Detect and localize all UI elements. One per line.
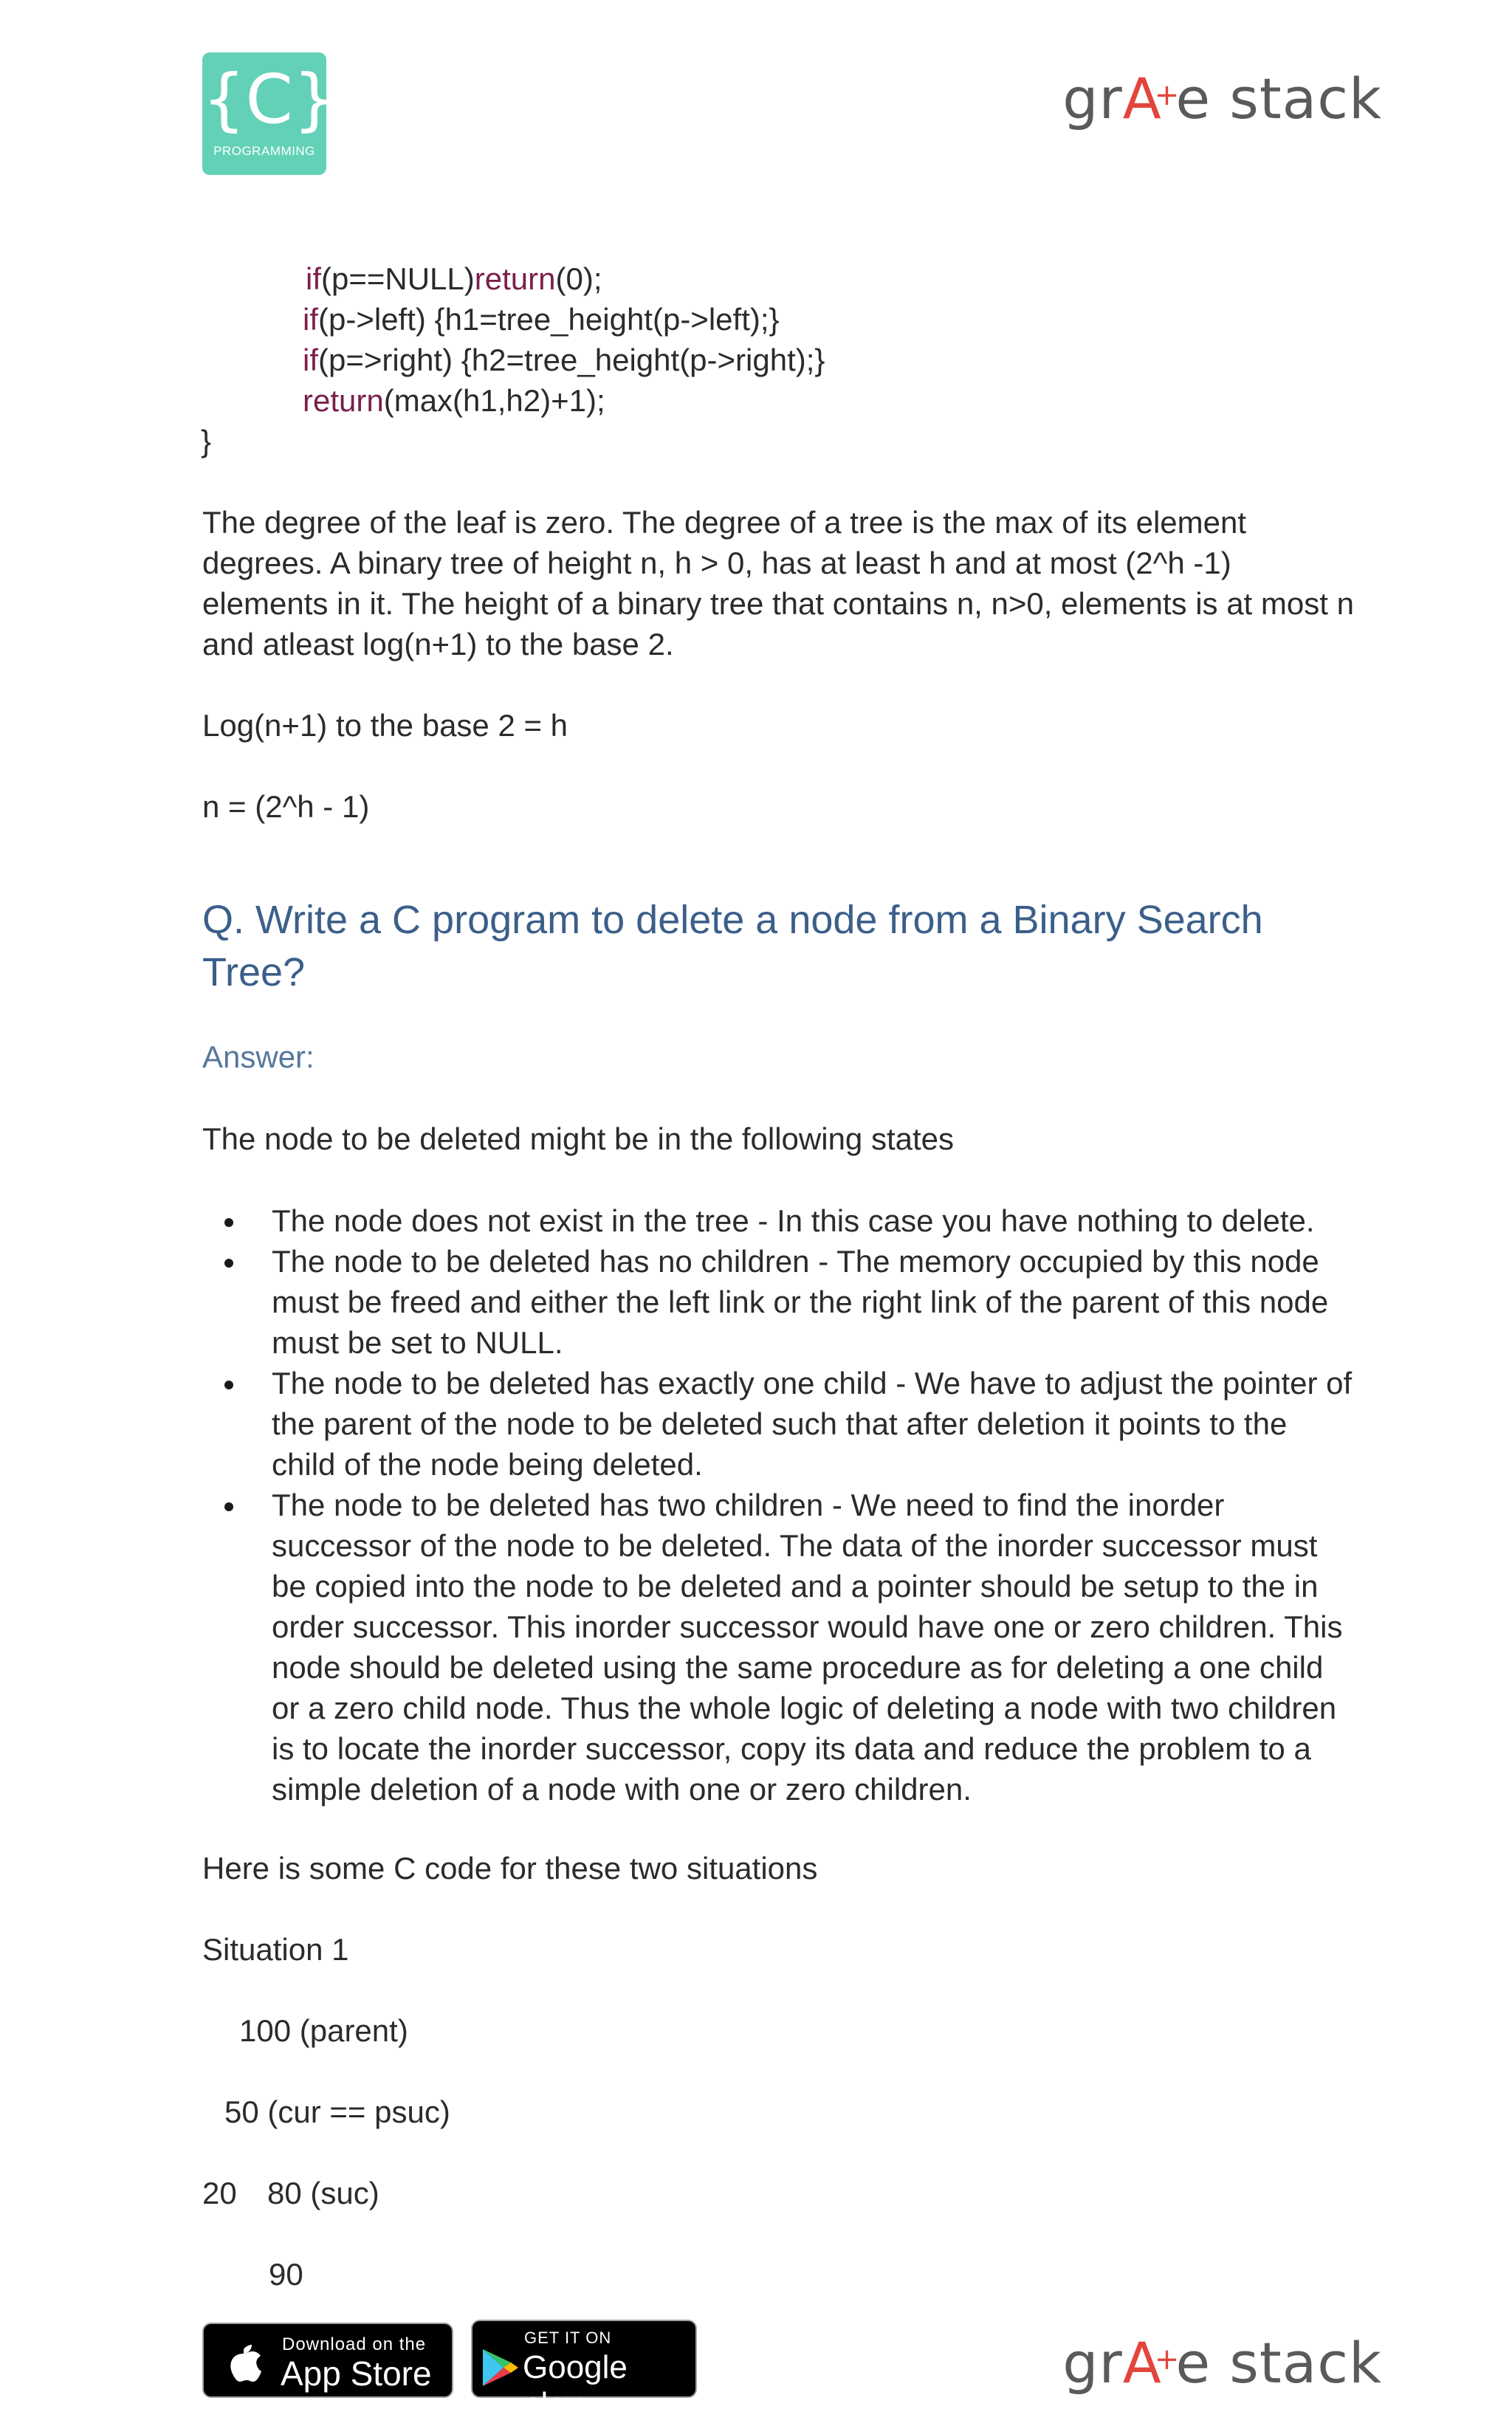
- brand-part1: gr: [1062, 2330, 1123, 2396]
- gradestack-logo-top: [1062, 66, 1382, 131]
- code-keyword: if: [303, 343, 318, 377]
- intro-text: The node to be deleted might be in the following states: [202, 1121, 955, 1156]
- code-line-4: [303, 380, 605, 421]
- google-play-badge[interactable]: [471, 2320, 697, 2422]
- log-formula: Log(n+1) to the base 2 = h: [202, 708, 568, 743]
- answer-label: Answer:: [202, 1039, 315, 1074]
- list-item-text: The node to be deleted has exactly one child - We have to adjust the pointer of the parent of the node to be deleted such that after deletion it points to the child of the node being deleted.: [272, 1366, 1353, 1482]
- apple-icon: [224, 2337, 263, 2383]
- code-text: (p=>right) {h2=tree_height(p->right);}: [318, 343, 825, 377]
- brand-part1: gr: [1062, 66, 1123, 131]
- situation-label: Situation 1: [202, 1932, 349, 1967]
- code-closing-brace: }: [201, 424, 212, 458]
- code-text: (p==NULL): [321, 261, 475, 296]
- bullet-icon: [224, 1502, 233, 1511]
- app-store-badge[interactable]: [202, 2323, 453, 2398]
- brand-a: A: [1122, 66, 1162, 131]
- list-item: [202, 1485, 1354, 1809]
- code-text: (0);: [555, 261, 602, 296]
- tree-cur-node: 50 (cur == psuc): [224, 2094, 450, 2129]
- tree-leaf-node: 90: [269, 2257, 303, 2292]
- code-line-1: [306, 258, 602, 299]
- list-item-text: The node to be deleted has two children - We need to find the inorder successor of the node to be deleted. The data of the inorder successor must be copied into the node to be deleted and a pointer should be setup to the in order successor. This inorder successor would have one or zero children. This node should be deleted using the same procedure as for deleting a one child or a zero child node. Thus the whole logic of deleting a node with two children is to locate the inorder successor, copy its data and reduce the problem to a simple deletion of a node with one or zero children.: [272, 1488, 1343, 1807]
- states-list: [202, 1200, 1354, 1809]
- c-programming-logo: [202, 52, 337, 175]
- code-keyword: if: [303, 302, 318, 337]
- tree-left-node: 20: [202, 2176, 237, 2210]
- list-item-text: The node does not exist in the tree - In this case you have nothing to delete.: [272, 1203, 1315, 1238]
- google-play-icon: [481, 2348, 520, 2388]
- bullet-icon: [224, 1218, 233, 1227]
- list-item: [202, 1363, 1354, 1485]
- n-formula: n = (2^h - 1): [202, 789, 370, 824]
- c-logo-subtitle: PROGRAMMING: [213, 144, 315, 158]
- app-store-small-text: Download on the: [282, 2334, 427, 2354]
- bullet-icon: [224, 1259, 233, 1268]
- google-play-small-text: GET IT ON: [524, 2329, 612, 2347]
- list-item: [202, 1200, 1354, 1241]
- brand-plus-icon: +: [1154, 2343, 1181, 2376]
- list-item-text: The node to be deleted has no children - The memory occupied by this node must be freed and either the left link or the right link of the parent of this node must be set to NULL.: [272, 1244, 1329, 1360]
- tree-suc-node: 80 (suc): [267, 2176, 379, 2210]
- tree-parent-node: 100 (parent): [239, 2013, 408, 2048]
- gradestack-logo-bottom: [1062, 2330, 1382, 2396]
- google-play-big-text: Google play: [523, 2349, 628, 2422]
- c-logo-mark: {C}: [202, 60, 337, 139]
- app-store-big-text: App Store: [281, 2354, 432, 2393]
- code-keyword: return: [474, 261, 556, 296]
- code-text: (max(h1,h2)+1);: [383, 383, 605, 418]
- brand-a: A: [1122, 2330, 1162, 2396]
- code-text: (p->left) {h1=tree_height(p->left);}: [318, 302, 780, 337]
- bullet-icon: [224, 1381, 233, 1389]
- code-line-2: [303, 299, 780, 340]
- code-intro-text: Here is some C code for these two situations: [202, 1851, 818, 1886]
- brand-plus-icon: +: [1154, 78, 1181, 112]
- code-keyword: if: [306, 261, 321, 296]
- code-line-3: [303, 340, 825, 380]
- code-keyword: return: [303, 383, 384, 418]
- list-item: [202, 1241, 1354, 1363]
- degree-paragraph: The degree of the leaf is zero. The degree of a tree is the max of its element degrees. A binary tree of height n, h > 0, has at least h and at most (2^h -1) elements in it. The height of a binary tree that contains n, n>0, elements is at most n and atleast log(n+1) to the base 2.: [202, 505, 1354, 661]
- question-heading: Q. Write a C program to delete a node from a Binary Search Tree?: [202, 898, 1263, 994]
- brand-part2: e stack: [1175, 66, 1382, 131]
- brand-part2: e stack: [1175, 2330, 1382, 2396]
